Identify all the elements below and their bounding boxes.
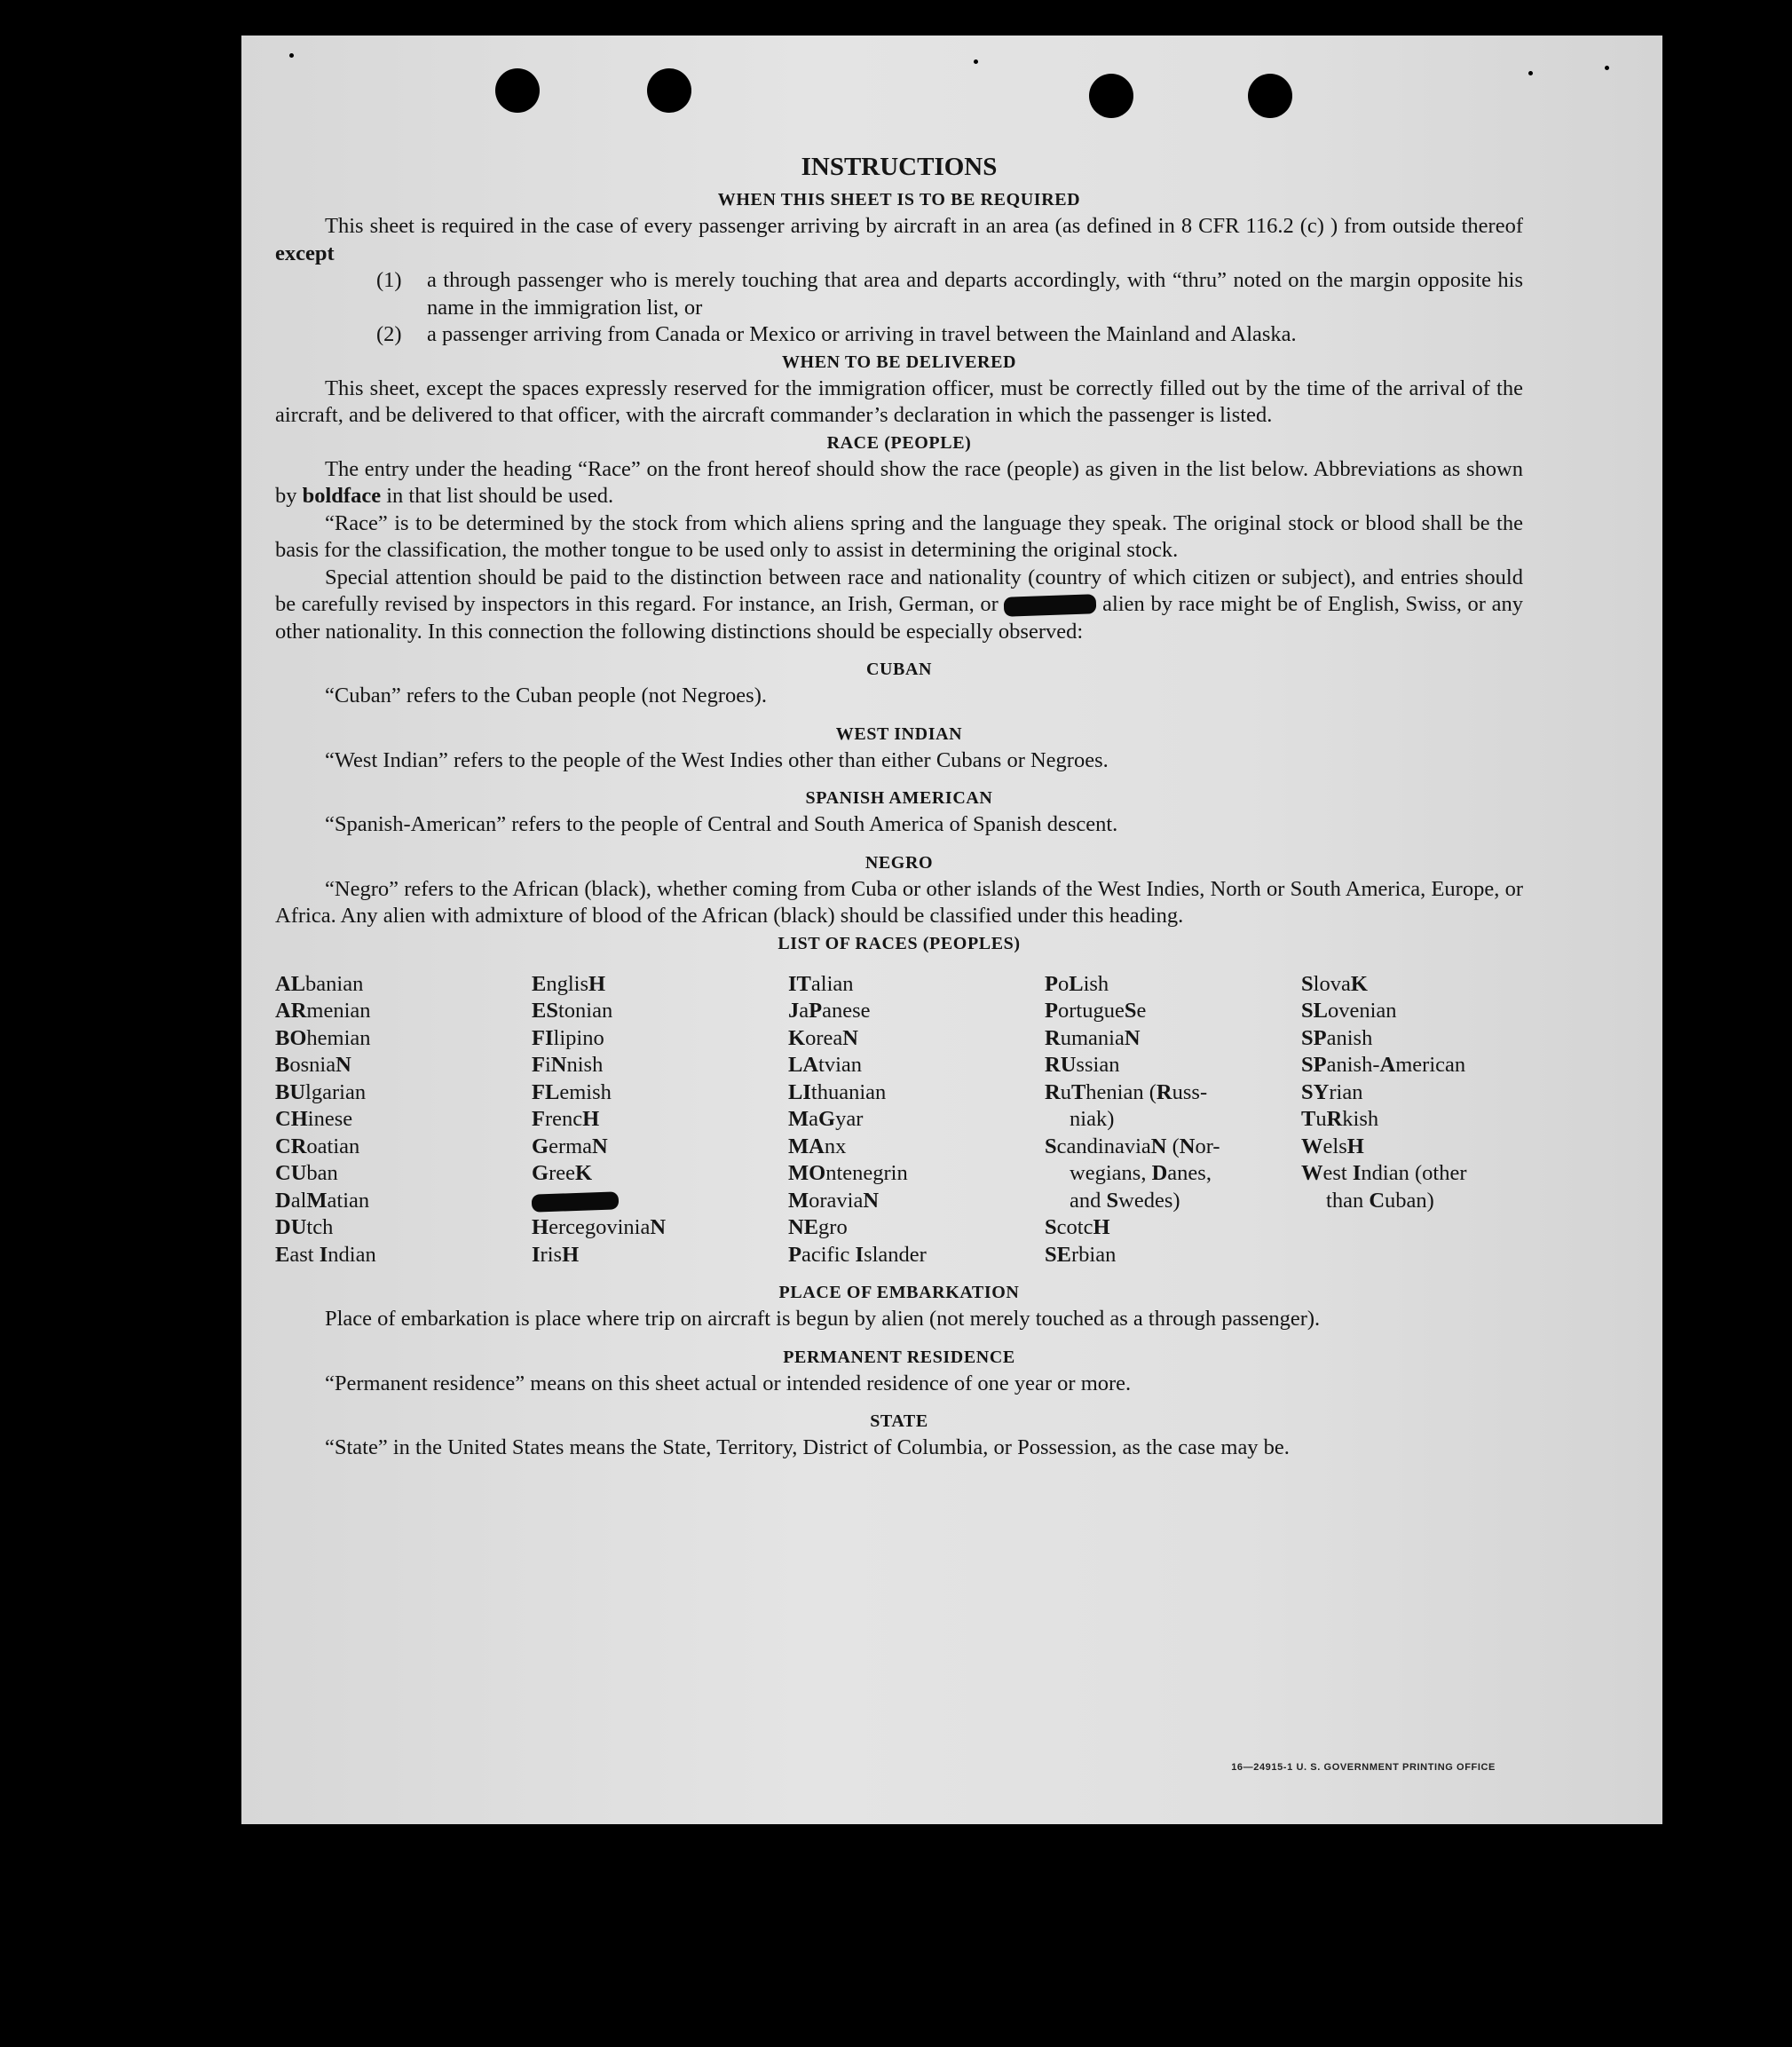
race-entry: ScotcH [1045, 1215, 1110, 1239]
race-bold: boldface [302, 484, 382, 508]
punch-hole [1248, 74, 1292, 118]
race-entry: CHinese [275, 1107, 353, 1131]
race-entry: SErbian [1045, 1242, 1117, 1267]
speck [1528, 71, 1533, 75]
race-entry: CUban [275, 1161, 338, 1185]
redaction-mark [532, 1191, 620, 1212]
race-entry: PoLish [1045, 971, 1109, 996]
item-number: (1) [376, 268, 402, 292]
race-entry: SPanish [1301, 1025, 1373, 1050]
race-entry: RuThenian (Russ- [1045, 1079, 1208, 1104]
instructions-body [275, 149, 1523, 1462]
race-column-3 [788, 971, 1045, 1269]
race-entry-continued: wegians, Danes, [1070, 1161, 1212, 1185]
item-text: a through passenger who is merely touching that area and departs accordingly, with “thru” noted on the margin opposite his name in the immigration list, or [427, 268, 1523, 320]
paragraph-when-required [275, 213, 1523, 267]
speck [289, 53, 294, 58]
race-entry: BOhemian [275, 1025, 371, 1050]
race-entry: JaPanese [788, 999, 871, 1023]
heading-negro: NEGRO [864, 852, 934, 873]
race-entry: GermaN [532, 1134, 608, 1158]
race-entry: SYrian [1301, 1079, 1363, 1104]
race-entry: BUlgarian [275, 1079, 367, 1104]
race-text: Special attention should be paid to the distinction between race and nationality (country of which citizen or subject), and entries should be carefully revised by inspectors in this regard. For instance, an Irish, German, or [275, 565, 1523, 616]
race-entry: LAtvian [788, 1053, 863, 1077]
race-entry: ScandinaviaN (Nor- [1045, 1134, 1220, 1158]
paragraph-race-2: “Race” is to be determined by the stock from which aliens spring and the language they speak. The original stock or blood shall be the basis for the classification, the mother tongue to be used only to assist in determining the original stock. [275, 510, 1523, 562]
paragraph-negro: “Negro” refers to the African (black), whether coming from Cuba or other islands of the West Indies, North or South America, Europe, or Africa. Any alien with admixture of blood of the African (black) should be classified under this heading. [275, 876, 1523, 928]
speck [974, 59, 978, 64]
race-entry-continued: niak) [1070, 1107, 1115, 1131]
race-column-1 [275, 971, 532, 1269]
race-entry: FiNnish [532, 1053, 604, 1077]
race-entry: HercegoviniaN [532, 1215, 667, 1239]
race-entry: CRoatian [275, 1134, 360, 1158]
paragraph-race-3 [275, 565, 1523, 646]
intro-bold: except [275, 241, 335, 265]
race-entry: Pacific Islander [788, 1242, 927, 1267]
paragraph-west-indian: “West Indian” refers to the people of the West Indies other than either Cubans or Negroes. [325, 747, 1109, 772]
item-text: a passenger arriving from Canada or Mexico or arriving in travel between the Mainland and Alaska. [427, 322, 1297, 346]
document-page [241, 36, 1662, 1824]
race-text: The entry under the heading “Race” on the front hereof should show the race (people) as given in the list below. Abbreviations as shown by [275, 456, 1523, 508]
race-entry: ARmenian [275, 999, 371, 1023]
race-entry: SlovaK [1301, 971, 1368, 996]
race-entry: IrisH [532, 1242, 580, 1267]
race-entry: MOntenegrin [788, 1161, 908, 1185]
race-entry: WelsH [1301, 1134, 1364, 1158]
heading-cuban: CUBAN [865, 660, 933, 679]
punch-hole [495, 68, 540, 113]
redacted-race-entry [532, 1188, 788, 1215]
heading-west-indian: WEST INDIAN [835, 723, 963, 744]
paragraph-cuban: “Cuban” refers to the Cuban people (not Negroes). [325, 684, 767, 707]
race-entry: RumaniaN [1045, 1025, 1141, 1050]
paragraph-spanish-american: “Spanish-American” refers to the people of Central and South America of Spanish descent. [325, 812, 1118, 836]
race-entry: LIthuanian [788, 1079, 887, 1104]
exception-item [275, 267, 1523, 321]
race-entry: KoreaN [788, 1025, 858, 1050]
race-entry: BosniaN [275, 1053, 351, 1077]
race-entry: West Indian (other [1301, 1161, 1467, 1185]
heading-list-of-races: LIST OF RACES (PEOPLES) [778, 933, 1021, 953]
race-column-2 [532, 971, 788, 1269]
heading-permanent-residence: PERMANENT RESIDENCE [783, 1347, 1015, 1367]
page-title: INSTRUCTIONS [801, 153, 998, 181]
heading-when-delivered: WHEN TO BE DELIVERED [781, 352, 1017, 372]
heading-embarkation: PLACE OF EMBARKATION [778, 1283, 1020, 1302]
race-entry: ITalian [788, 971, 854, 996]
paragraph-when-delivered: This sheet, except the spaces expressly reserved for the immigration officer, must be correctly filled out by the time of the arrival of the aircraft, and be delivered to that officer, with the aircraft commander’s declaration in which the passenger is listed. [275, 375, 1523, 427]
race-entry: EStonian [532, 999, 613, 1023]
race-entry: SLovenian [1301, 999, 1397, 1023]
race-entry: MaGyar [788, 1107, 864, 1131]
paragraph-state: “State” in the United States means the State, Territory, District of Columbia, or Possession, as the case may be. [325, 1435, 1290, 1459]
printer-imprint: 16—24915-1 U. S. GOVERNMENT PRINTING OFFICE [1231, 1762, 1496, 1773]
redaction-mark [1004, 595, 1097, 618]
race-entry: SPanish-American [1301, 1053, 1466, 1077]
paragraph-permanent-residence: “Permanent residence” means on this sheet actual or intended residence of one year or more. [325, 1371, 1132, 1395]
race-entry: DUtch [275, 1215, 334, 1239]
race-entry-continued: and Swedes) [1070, 1188, 1180, 1213]
race-entry: FrencH [532, 1107, 600, 1131]
heading-spanish-american: SPANISH AMERICAN [805, 788, 993, 808]
heading-when-required: WHEN THIS SHEET IS TO BE REQUIRED [717, 190, 1081, 209]
race-text: in that list should be used. [386, 484, 614, 508]
speck [1605, 66, 1609, 70]
race-text: alien by race might be of English, Swiss, or any other nationality. In this connection the following distinctions should be especially observed: [275, 592, 1523, 644]
paragraph-embarkation: Place of embarkation is place where trip on aircraft is begun by alien (not merely touched as a through passenger). [325, 1307, 1321, 1331]
race-entry: TuRkish [1301, 1107, 1379, 1131]
heading-race: RACE (PEOPLE) [826, 432, 972, 453]
race-entry-continued: than Cuban) [1326, 1188, 1434, 1213]
punch-hole [1089, 74, 1133, 118]
race-entry: East Indian [275, 1242, 376, 1267]
race-column-4 [1045, 971, 1301, 1269]
intro-text: This sheet is required in the case of every passenger arriving by aircraft in an area (as defined in 8 CFR 116.2 (c) ) from outside thereof [325, 214, 1523, 238]
race-column-5 [1301, 971, 1558, 1269]
heading-state: STATE [870, 1411, 928, 1431]
punch-hole [647, 68, 691, 113]
race-entry: ALbanian [275, 971, 364, 996]
race-entry: FLemish [532, 1079, 612, 1104]
race-entry: GreeK [532, 1161, 593, 1185]
race-entry: DalMatian [275, 1188, 370, 1213]
race-entry: NEgro [788, 1215, 848, 1239]
race-entry: MAnx [788, 1134, 847, 1158]
item-number: (2) [376, 322, 402, 346]
race-entry: RUssian [1045, 1053, 1120, 1077]
race-entry: PortugueSe [1045, 999, 1147, 1023]
race-entry: EnglisH [532, 971, 606, 996]
race-entry: FIlipino [532, 1025, 604, 1050]
paragraph-race-1 [275, 456, 1523, 510]
race-list [275, 971, 1523, 1269]
race-entry: MoraviaN [788, 1188, 880, 1213]
exception-item [275, 321, 1523, 349]
